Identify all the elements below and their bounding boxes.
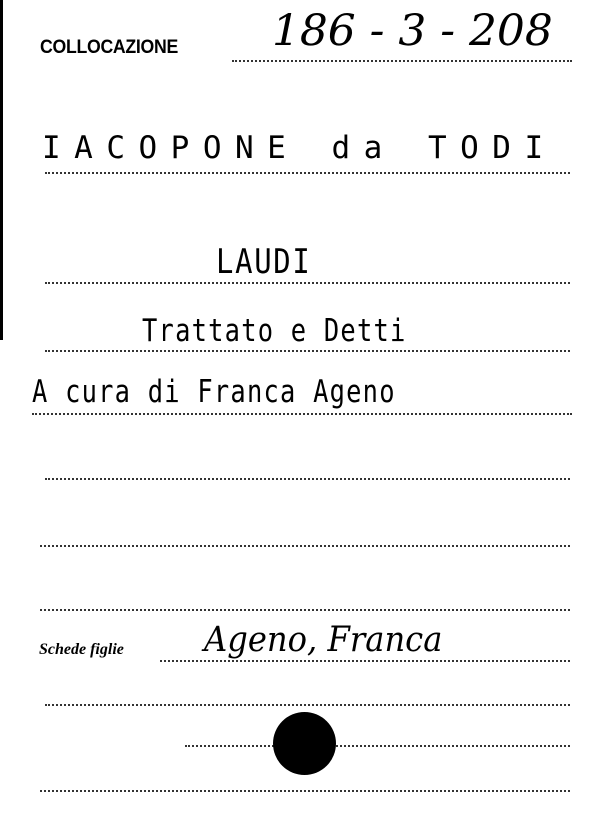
collocazione-label: COLLOCAZIONE: [40, 37, 179, 58]
editor-line: [32, 413, 572, 415]
schede-figlie-label: Schede figlie: [39, 641, 124, 658]
blank-line-3: [40, 609, 570, 611]
blank-line-1: [45, 478, 570, 480]
author: IACOPONE da TODI: [42, 130, 557, 166]
subtitle: Trattato e Detti: [142, 313, 407, 349]
schede-value: Ageno, Franca: [204, 620, 443, 660]
title: LAUDI: [216, 242, 312, 282]
blank-line-4: [45, 704, 570, 706]
collocazione-line: [232, 60, 572, 62]
shelfmark: 186 - 3 - 208: [272, 6, 553, 56]
card-left-edge: [0, 0, 3, 340]
blank-line-6: [40, 790, 570, 792]
author-line: [45, 172, 570, 174]
blank-line-5: [185, 745, 570, 747]
schede-line: [160, 660, 570, 662]
blank-line-2: [40, 545, 570, 547]
title-line: [45, 282, 570, 284]
subtitle-line: [45, 350, 570, 352]
punch-hole: [273, 712, 336, 775]
editor: A cura di Franca Ageno: [32, 374, 396, 410]
